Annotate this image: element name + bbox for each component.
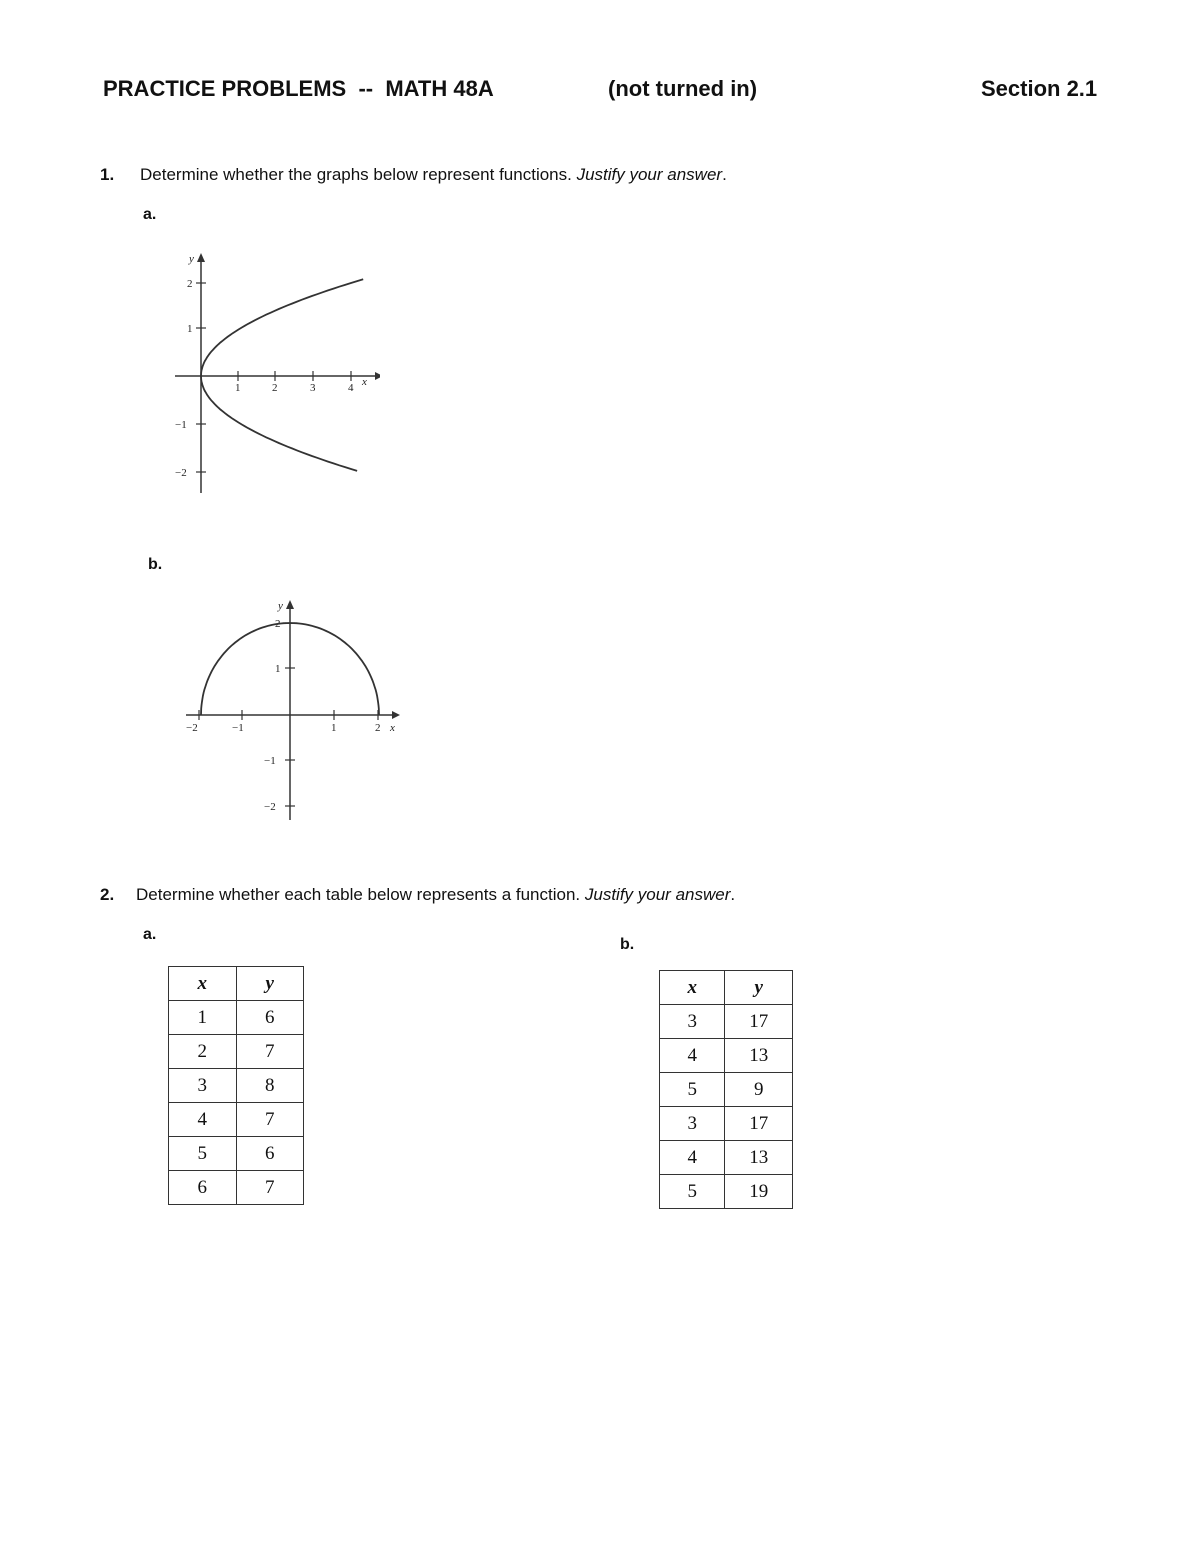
table-cell-x: 5 <box>660 1175 725 1209</box>
table-row <box>660 1107 793 1141</box>
question-1-part-a-label: a. <box>143 206 157 223</box>
table-cell-y: 13 <box>725 1141 793 1175</box>
graph-a-x-tick-label: 3 <box>310 382 316 394</box>
question-1-emphasis: Justify your answer <box>576 165 723 184</box>
table-cell-x: 4 <box>660 1141 725 1175</box>
table-row <box>169 1001 304 1035</box>
graph-a-x-tick-label: 1 <box>235 382 241 394</box>
question-2-emphasis: Justify your answer <box>584 885 731 904</box>
graph-a-x-tick-label: 2 <box>272 382 278 394</box>
question-2-period: . <box>730 885 736 904</box>
table-cell-y: 17 <box>725 1005 793 1039</box>
question-2-prompt: Determine whether each table below represents a function. <box>136 885 585 904</box>
table-b-header-row <box>660 971 793 1005</box>
question-2-part-a-label: a. <box>143 926 157 943</box>
table-cell-x: 5 <box>660 1073 725 1107</box>
graph-a-y-tick-label: −2 <box>175 467 187 479</box>
table-b <box>659 970 793 1209</box>
table-cell-y: 13 <box>725 1039 793 1073</box>
graph-b-x-tick-label: 2 <box>375 722 381 734</box>
graph-a-x-label: x <box>362 376 367 388</box>
table-row <box>660 1073 793 1107</box>
table-a <box>168 966 304 1205</box>
question-2-number: 2. <box>100 885 115 904</box>
graph-b-x-tick-label: −1 <box>232 722 244 734</box>
table-a-header-row <box>169 967 304 1001</box>
table-a-header-x: x <box>169 967 237 1001</box>
table-row <box>169 1103 304 1137</box>
table-row <box>660 1141 793 1175</box>
graph-b-x-tick-label: −2 <box>186 722 198 734</box>
table-cell-y: 7 <box>236 1171 304 1205</box>
table-row <box>660 1175 793 1209</box>
table-row <box>169 1171 304 1205</box>
table-cell-y: 6 <box>236 1001 304 1035</box>
question-1-prompt: Determine whether the graphs below represent functions. <box>140 165 577 184</box>
graph-a-x-arrow <box>375 372 380 380</box>
table-a-header-y: y <box>236 967 304 1001</box>
question-1-text <box>140 165 727 185</box>
table-cell-y: 17 <box>725 1107 793 1141</box>
graph-a-x-tick-label: 4 <box>348 382 354 394</box>
graph-a-curve <box>201 279 363 471</box>
table-cell-x: 1 <box>169 1001 237 1035</box>
graph-b-y-tick-label: −1 <box>264 755 276 767</box>
graph-a-y-tick-label: 2 <box>187 278 193 290</box>
worksheet-note: (not turned in) <box>608 76 758 101</box>
table-cell-x: 5 <box>169 1137 237 1171</box>
table-row <box>169 1137 304 1171</box>
table-row <box>169 1035 304 1069</box>
table-cell-x: 3 <box>169 1069 237 1103</box>
table-cell-y: 9 <box>725 1073 793 1107</box>
graph-b-x-tick-label: 1 <box>331 722 337 734</box>
question-1-period: . <box>722 165 727 184</box>
graph-b-y-tick-label: 1 <box>275 663 281 675</box>
section-label: Section 2.1 <box>981 76 1098 101</box>
table-row <box>169 1069 304 1103</box>
table-cell-x: 3 <box>660 1107 725 1141</box>
graph-b-x-arrow <box>392 711 400 719</box>
graph-b <box>180 595 405 825</box>
question-2-text <box>136 885 735 905</box>
table-cell-x: 4 <box>169 1103 237 1137</box>
graph-b-y-arrow <box>286 600 294 609</box>
graph-a-y-tick-label: −1 <box>175 419 187 431</box>
table-cell-y: 7 <box>236 1035 304 1069</box>
graph-b-y-tick-label: −2 <box>264 801 276 813</box>
table-cell-y: 6 <box>236 1137 304 1171</box>
table-b-header-x: x <box>660 971 725 1005</box>
table-cell-y: 8 <box>236 1069 304 1103</box>
table-cell-x: 3 <box>660 1005 725 1039</box>
graph-a <box>165 248 380 498</box>
question-2-part-b-label: b. <box>620 936 635 953</box>
graph-a-y-arrow <box>197 253 205 262</box>
graph-b-y-tick-label: 2 <box>275 618 281 630</box>
table-row <box>660 1005 793 1039</box>
graph-b-y-label: y <box>278 600 283 612</box>
table-cell-y: 7 <box>236 1103 304 1137</box>
table-b-header-y: y <box>725 971 793 1005</box>
table-cell-y: 19 <box>725 1175 793 1209</box>
table-cell-x: 6 <box>169 1171 237 1205</box>
question-1-number: 1. <box>100 165 115 184</box>
worksheet-title: PRACTICE PROBLEMS -- MATH 48A <box>103 76 494 101</box>
graph-a-y-label: y <box>189 253 194 265</box>
graph-b-x-label: x <box>390 722 395 734</box>
graph-a-y-tick-label: 1 <box>187 323 193 335</box>
table-cell-x: 4 <box>660 1039 725 1073</box>
table-cell-x: 2 <box>169 1035 237 1069</box>
question-1-part-b-label: b. <box>148 556 163 573</box>
table-row <box>660 1039 793 1073</box>
